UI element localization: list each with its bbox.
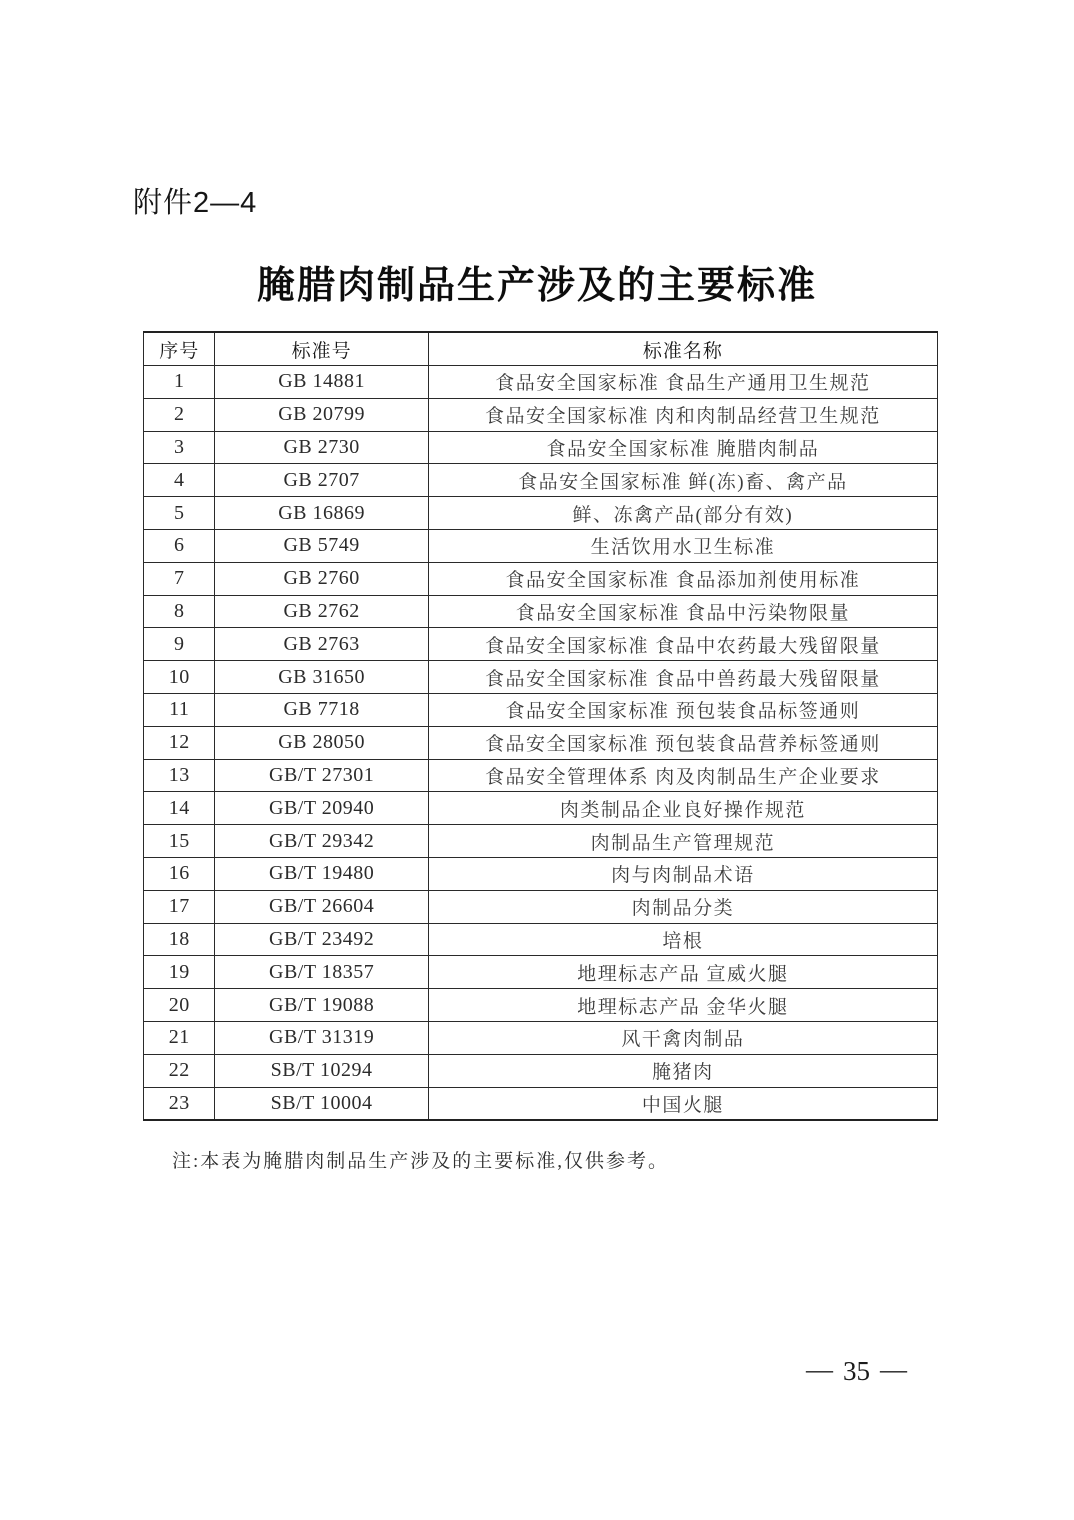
cell-standard-code: GB 28050	[215, 726, 428, 759]
table-row	[144, 792, 938, 825]
cell-standard-code: GB 20799	[215, 398, 428, 431]
cell-standard-name: 食品安全国家标准 食品中污染物限量	[428, 595, 937, 628]
cell-row-number: 4	[144, 464, 215, 497]
table-row	[144, 1054, 938, 1087]
page-title: 腌腊肉制品生产涉及的主要标准	[256, 265, 817, 307]
cell-standard-name: 食品安全国家标准 食品生产通用卫生规范	[428, 366, 937, 399]
cell-row-number: 21	[144, 1021, 215, 1054]
cell-row-number: 13	[144, 759, 215, 792]
cell-row-number: 6	[144, 529, 215, 562]
column-header-no: 序号	[144, 332, 215, 366]
cell-row-number: 5	[144, 497, 215, 530]
table-row	[144, 726, 938, 759]
page-number	[796, 1356, 917, 1387]
table-row	[144, 431, 938, 464]
cell-standard-name: 肉类制品企业良好操作规范	[428, 792, 937, 825]
cell-standard-name: 食品安全国家标准 肉和肉制品经营卫生规范	[428, 398, 937, 431]
table-row	[144, 595, 938, 628]
cell-standard-name: 食品安全国家标准 食品中兽药最大残留限量	[428, 661, 937, 694]
cell-standard-name: 食品安全国家标准 腌腊肉制品	[428, 431, 937, 464]
table-row	[144, 857, 938, 890]
cell-row-number: 11	[144, 693, 215, 726]
cell-standard-code: GB 2730	[215, 431, 428, 464]
table-row	[144, 693, 938, 726]
cell-standard-name: 肉制品生产管理规范	[428, 825, 937, 858]
attachment-label: 附件2—4	[133, 187, 258, 219]
standards-table	[143, 331, 938, 1121]
table-row	[144, 529, 938, 562]
column-header-code: 标准号	[215, 332, 428, 366]
table-row	[144, 661, 938, 694]
table-row	[144, 923, 938, 956]
cell-row-number: 8	[144, 595, 215, 628]
cell-row-number: 12	[144, 726, 215, 759]
cell-row-number: 7	[144, 562, 215, 595]
cell-row-number: 2	[144, 398, 215, 431]
table-row	[144, 1087, 938, 1120]
cell-standard-code: GB 2763	[215, 628, 428, 661]
cell-row-number: 1	[144, 366, 215, 399]
cell-standard-code: GB/T 29342	[215, 825, 428, 858]
table-body	[144, 366, 938, 1121]
cell-standard-code: GB/T 19088	[215, 989, 428, 1022]
cell-standard-code: GB 2707	[215, 464, 428, 497]
cell-standard-code: GB 2760	[215, 562, 428, 595]
table-header-row	[144, 332, 938, 366]
cell-row-number: 16	[144, 857, 215, 890]
cell-row-number: 15	[144, 825, 215, 858]
page-number-dash-left: —	[806, 1354, 833, 1384]
cell-row-number: 23	[144, 1087, 215, 1120]
column-header-name: 标准名称	[428, 332, 937, 366]
cell-row-number: 3	[144, 431, 215, 464]
table-row	[144, 1021, 938, 1054]
table-row	[144, 759, 938, 792]
cell-standard-name: 风干禽肉制品	[428, 1021, 937, 1054]
cell-standard-code: GB/T 23492	[215, 923, 428, 956]
cell-standard-code: GB 16869	[215, 497, 428, 530]
cell-row-number: 10	[144, 661, 215, 694]
footnote: 注:本表为腌腊肉制品生产涉及的主要标准,仅供参考。	[172, 1151, 670, 1172]
table-row	[144, 398, 938, 431]
cell-standard-code: GB/T 26604	[215, 890, 428, 923]
table-row	[144, 464, 938, 497]
cell-row-number: 17	[144, 890, 215, 923]
cell-row-number: 14	[144, 792, 215, 825]
cell-standard-name: 腌猪肉	[428, 1054, 937, 1087]
table-row	[144, 366, 938, 399]
table-row	[144, 562, 938, 595]
cell-standard-name: 中国火腿	[428, 1087, 937, 1120]
table-row	[144, 628, 938, 661]
cell-standard-name: 食品安全国家标准 预包装食品营养标签通则	[428, 726, 937, 759]
cell-row-number: 9	[144, 628, 215, 661]
cell-row-number: 19	[144, 956, 215, 989]
cell-standard-code: GB 2762	[215, 595, 428, 628]
cell-standard-code: SB/T 10294	[215, 1054, 428, 1087]
cell-standard-name: 鲜、冻禽产品(部分有效)	[428, 497, 937, 530]
cell-standard-name: 肉与肉制品术语	[428, 857, 937, 890]
cell-standard-name: 生活饮用水卫生标准	[428, 529, 937, 562]
cell-standard-code: GB/T 20940	[215, 792, 428, 825]
table-row	[144, 989, 938, 1022]
cell-row-number: 18	[144, 923, 215, 956]
cell-standard-name: 食品安全国家标准 食品添加剂使用标准	[428, 562, 937, 595]
table-row	[144, 890, 938, 923]
page-number-value: 35	[843, 1356, 870, 1386]
page-number-dash-right: —	[880, 1354, 907, 1384]
cell-standard-code: GB/T 19480	[215, 857, 428, 890]
cell-standard-code: GB 31650	[215, 661, 428, 694]
cell-row-number: 20	[144, 989, 215, 1022]
cell-standard-code: GB/T 18357	[215, 956, 428, 989]
cell-standard-code: SB/T 10004	[215, 1087, 428, 1120]
cell-standard-code: GB 7718	[215, 693, 428, 726]
cell-standard-code: GB/T 31319	[215, 1021, 428, 1054]
table-row	[144, 497, 938, 530]
table-row	[144, 825, 938, 858]
cell-standard-name: 地理标志产品 宣威火腿	[428, 956, 937, 989]
cell-standard-name: 食品安全管理体系 肉及肉制品生产企业要求	[428, 759, 937, 792]
cell-standard-name: 肉制品分类	[428, 890, 937, 923]
cell-standard-name: 食品安全国家标准 鲜(冻)畜、禽产品	[428, 464, 937, 497]
cell-standard-name: 培根	[428, 923, 937, 956]
cell-standard-code: GB 14881	[215, 366, 428, 399]
cell-standard-name: 食品安全国家标准 食品中农药最大残留限量	[428, 628, 937, 661]
cell-standard-name: 食品安全国家标准 预包装食品标签通则	[428, 693, 937, 726]
cell-standard-code: GB/T 27301	[215, 759, 428, 792]
cell-standard-code: GB 5749	[215, 529, 428, 562]
cell-row-number: 22	[144, 1054, 215, 1087]
table-row	[144, 956, 938, 989]
cell-standard-name: 地理标志产品 金华火腿	[428, 989, 937, 1022]
